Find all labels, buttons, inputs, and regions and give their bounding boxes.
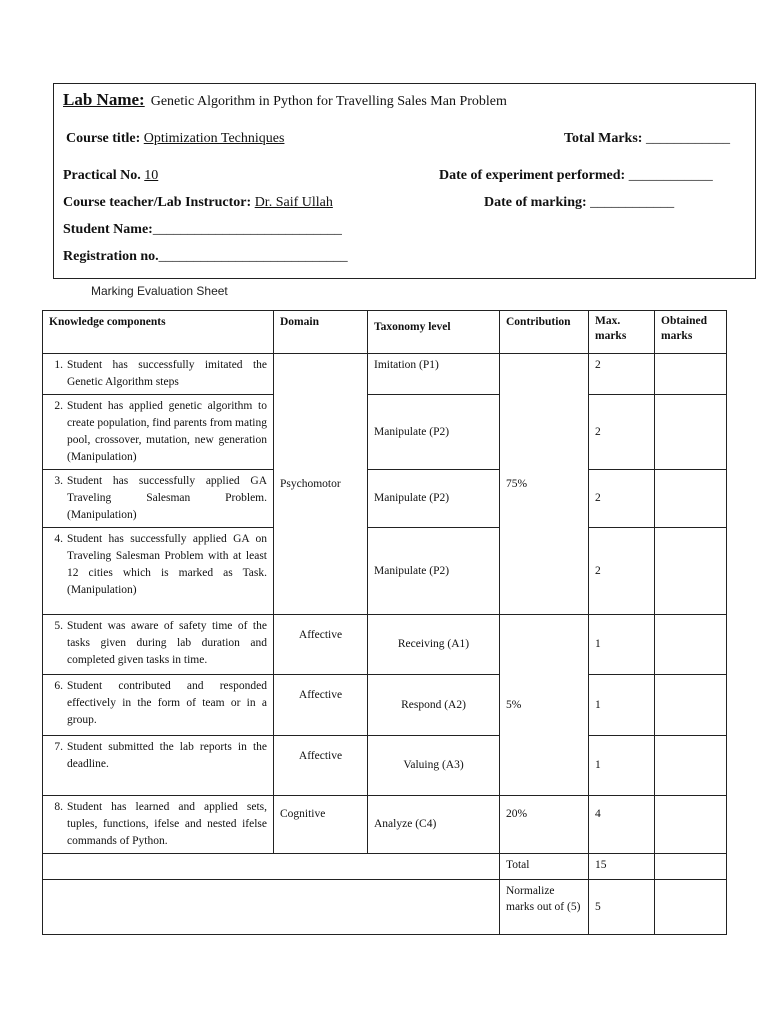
row-number: 8.: [54, 801, 63, 813]
header-knowledge: Knowledge components: [43, 311, 274, 354]
row-contribution: 20%: [500, 796, 589, 854]
date-experiment-label: Date of experiment performed:: [439, 168, 626, 183]
row-obtained-marks[interactable]: [655, 675, 727, 736]
row-domain: Affective: [274, 675, 368, 736]
student-name-blank: ___________________________: [152, 222, 342, 237]
table-header-row: [43, 311, 727, 354]
row-max-marks: 1: [589, 675, 655, 736]
student-name-line: [63, 222, 342, 238]
row-max-marks: 2: [589, 528, 655, 615]
row-taxonomy: Manipulate (P2): [368, 395, 500, 470]
total-marks-blank: ____________: [645, 131, 730, 146]
row-text: Student has successfully applied GA on Traveling Salesman Problem with at least 12 cities which is marked as Task. (Manipulation): [67, 533, 267, 596]
course-title-line: [66, 131, 284, 147]
lab-name-line: [63, 90, 507, 110]
registration-blank: ___________________________: [158, 249, 348, 264]
row-taxonomy: Respond (A2): [368, 675, 500, 736]
total-label: Total: [500, 854, 589, 880]
row-obtained-marks[interactable]: [655, 395, 727, 470]
row-text: Student contributed and responded effectively in the form of team or in a group.: [67, 680, 267, 726]
total-obtained[interactable]: [655, 854, 727, 880]
table-row: [43, 354, 727, 395]
table-row: [43, 528, 727, 615]
date-experiment-line: [439, 168, 713, 184]
row-taxonomy: Imitation (P1): [368, 354, 500, 395]
header-taxonomy: Taxonomy level: [368, 311, 500, 354]
student-name-label: Student Name:: [63, 222, 153, 237]
row-number: 3.: [54, 475, 63, 487]
teacher-label: Course teacher/Lab Instructor:: [63, 195, 252, 210]
table-row: [43, 675, 727, 736]
row-obtained-marks[interactable]: [655, 528, 727, 615]
date-marking-blank: ____________: [590, 195, 675, 210]
practical-value: 10: [144, 168, 159, 183]
row-text: Student has successfully applied GA Traveling Salesman Problem. (Manipulation): [67, 475, 267, 521]
row-taxonomy: Receiving (A1): [368, 615, 500, 675]
row-number: 2.: [54, 400, 63, 412]
course-title-label: Course title:: [66, 131, 141, 146]
total-value: 15: [589, 854, 655, 880]
row-taxonomy: Manipulate (P2): [368, 470, 500, 528]
header-obtained-marks: Obtained marks: [655, 311, 727, 354]
row-text: Student was aware of safety time of the tasks given during lab duration and completed given tasks in time.: [67, 620, 267, 666]
header-contribution: Contribution: [500, 311, 589, 354]
registration-label: Registration no.: [63, 249, 159, 264]
registration-line: [63, 249, 348, 265]
normalize-row: [43, 880, 727, 935]
row-number: 4.: [54, 533, 63, 545]
row-taxonomy: Analyze (C4): [368, 796, 500, 854]
row-taxonomy: Valuing (A3): [368, 736, 500, 796]
row-text: Student has applied genetic algorithm to create population, find parents from mating pool, crossover, mutation, new generation (Manipulation): [67, 400, 267, 463]
row-domain: Cognitive: [274, 796, 368, 854]
row-obtained-marks[interactable]: [655, 354, 727, 395]
row-max-marks: 1: [589, 736, 655, 796]
table-row: [43, 470, 727, 528]
row-domain: Affective: [274, 615, 368, 675]
date-experiment-blank: ____________: [628, 168, 713, 183]
normalize-label: Normalize marks out of (5): [500, 880, 589, 935]
row-max-marks: 2: [589, 395, 655, 470]
row-text: Student submitted the lab reports in the deadline.: [67, 741, 267, 770]
table-row: [43, 395, 727, 470]
header-max-marks: Max. marks: [589, 311, 655, 354]
lab-header-box: [53, 83, 756, 279]
teacher-line: [63, 195, 333, 211]
row-number: 5.: [54, 620, 63, 632]
row-text: Student has learned and applied sets, tuples, functions, ifelse and nested ifelse commands of Python.: [67, 801, 267, 847]
psychomotor-contribution: 75%: [500, 354, 589, 615]
total-marks-line: [564, 131, 730, 147]
practical-label: Practical No.: [63, 168, 141, 183]
total-marks-label: Total Marks:: [564, 131, 643, 146]
lab-name-value: Genetic Algorithm in Python for Travelling Sales Man Problem: [150, 94, 507, 109]
row-max-marks: 4: [589, 796, 655, 854]
header-domain: Domain: [274, 311, 368, 354]
teacher-value: Dr. Saif Ullah: [254, 195, 333, 210]
row-obtained-marks[interactable]: [655, 470, 727, 528]
normalize-value: 5: [589, 880, 655, 935]
table-row: [43, 796, 727, 854]
row-max-marks: 2: [589, 470, 655, 528]
table-row: [43, 736, 727, 796]
date-marking-line: [484, 195, 674, 211]
practical-line: [63, 168, 158, 184]
row-number: 1.: [54, 359, 63, 371]
normalize-obtained[interactable]: [655, 880, 727, 935]
row-obtained-marks[interactable]: [655, 615, 727, 675]
lab-name-label: Lab Name:: [63, 90, 145, 109]
row-obtained-marks[interactable]: [655, 736, 727, 796]
evaluation-table: [42, 310, 727, 935]
row-obtained-marks[interactable]: [655, 796, 727, 854]
total-row: [43, 854, 727, 880]
row-max-marks: 1: [589, 615, 655, 675]
sheet-caption: Marking Evaluation Sheet: [91, 284, 228, 298]
table-row: [43, 615, 727, 675]
row-domain: Affective: [274, 736, 368, 796]
affective-contribution: 5%: [500, 615, 589, 796]
row-text: Student has successfully imitated the Genetic Algorithm steps: [67, 359, 267, 388]
psychomotor-domain: Psychomotor: [274, 354, 368, 615]
row-max-marks: 2: [589, 354, 655, 395]
course-title-value: Optimization Techniques: [143, 131, 285, 146]
row-number: 7.: [54, 741, 63, 753]
row-taxonomy: Manipulate (P2): [368, 528, 500, 615]
date-marking-label: Date of marking:: [484, 195, 587, 210]
row-number: 6.: [54, 680, 63, 692]
